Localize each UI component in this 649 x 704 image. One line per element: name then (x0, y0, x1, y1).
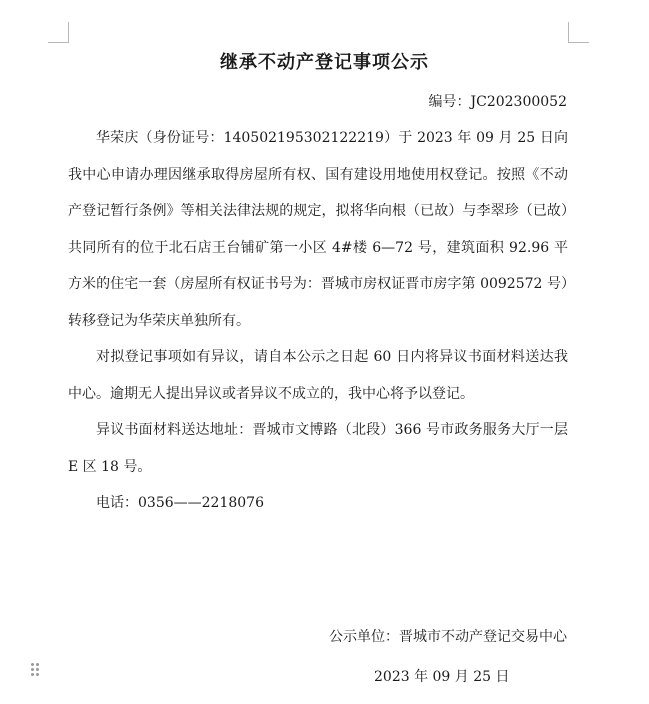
drag-handle-icon[interactable] (31, 663, 39, 679)
document-body (68, 120, 568, 522)
signature-unit: 公示单位：晋城市不动产登记交易中心 (329, 629, 567, 645)
signature-date: 2023 年 09 月 25 日 (374, 669, 510, 685)
paragraph-application: 华荣庆（身份证号：140502195302122219）于 2023 年 09 月 25 日向我中心申请办理因继承取得房屋所有权、国有建设用地使用权登记。按照《不动产登记暂行条例》等相关法律法规的规定，拟将华向根（已故）与李翠珍（已故）共同所有的位于北石店王台铺矿第一小区 4#楼 6—72 号，建筑面积 92.96 平方米的住宅一套（房屋所有权证书号为：晋城市房权证晋市房字第 0092572 号）转移登记为华荣庆单独所有。 (68, 130, 568, 329)
document-title: 继承不动产登记事项公示 (220, 52, 429, 73)
crop-mark-top-right (568, 22, 589, 43)
crop-mark-top-left (48, 22, 69, 43)
paragraph-phone: 电话：0356——2218076 (96, 495, 264, 511)
paragraph-objection: 对拟登记事项如有异议，请自本公示之日起 60 日内将异议书面材料送达我中心。逾期无人提出异议或者异议不成立的，我中心将予以登记。 (68, 349, 568, 402)
document-number: 编号：JC202300052 (428, 94, 567, 110)
paragraph-address: 异议书面材料送达地址：晋城市文博路（北段）366 号市政务服务大厅一层 E 区 18 号。 (68, 422, 568, 475)
